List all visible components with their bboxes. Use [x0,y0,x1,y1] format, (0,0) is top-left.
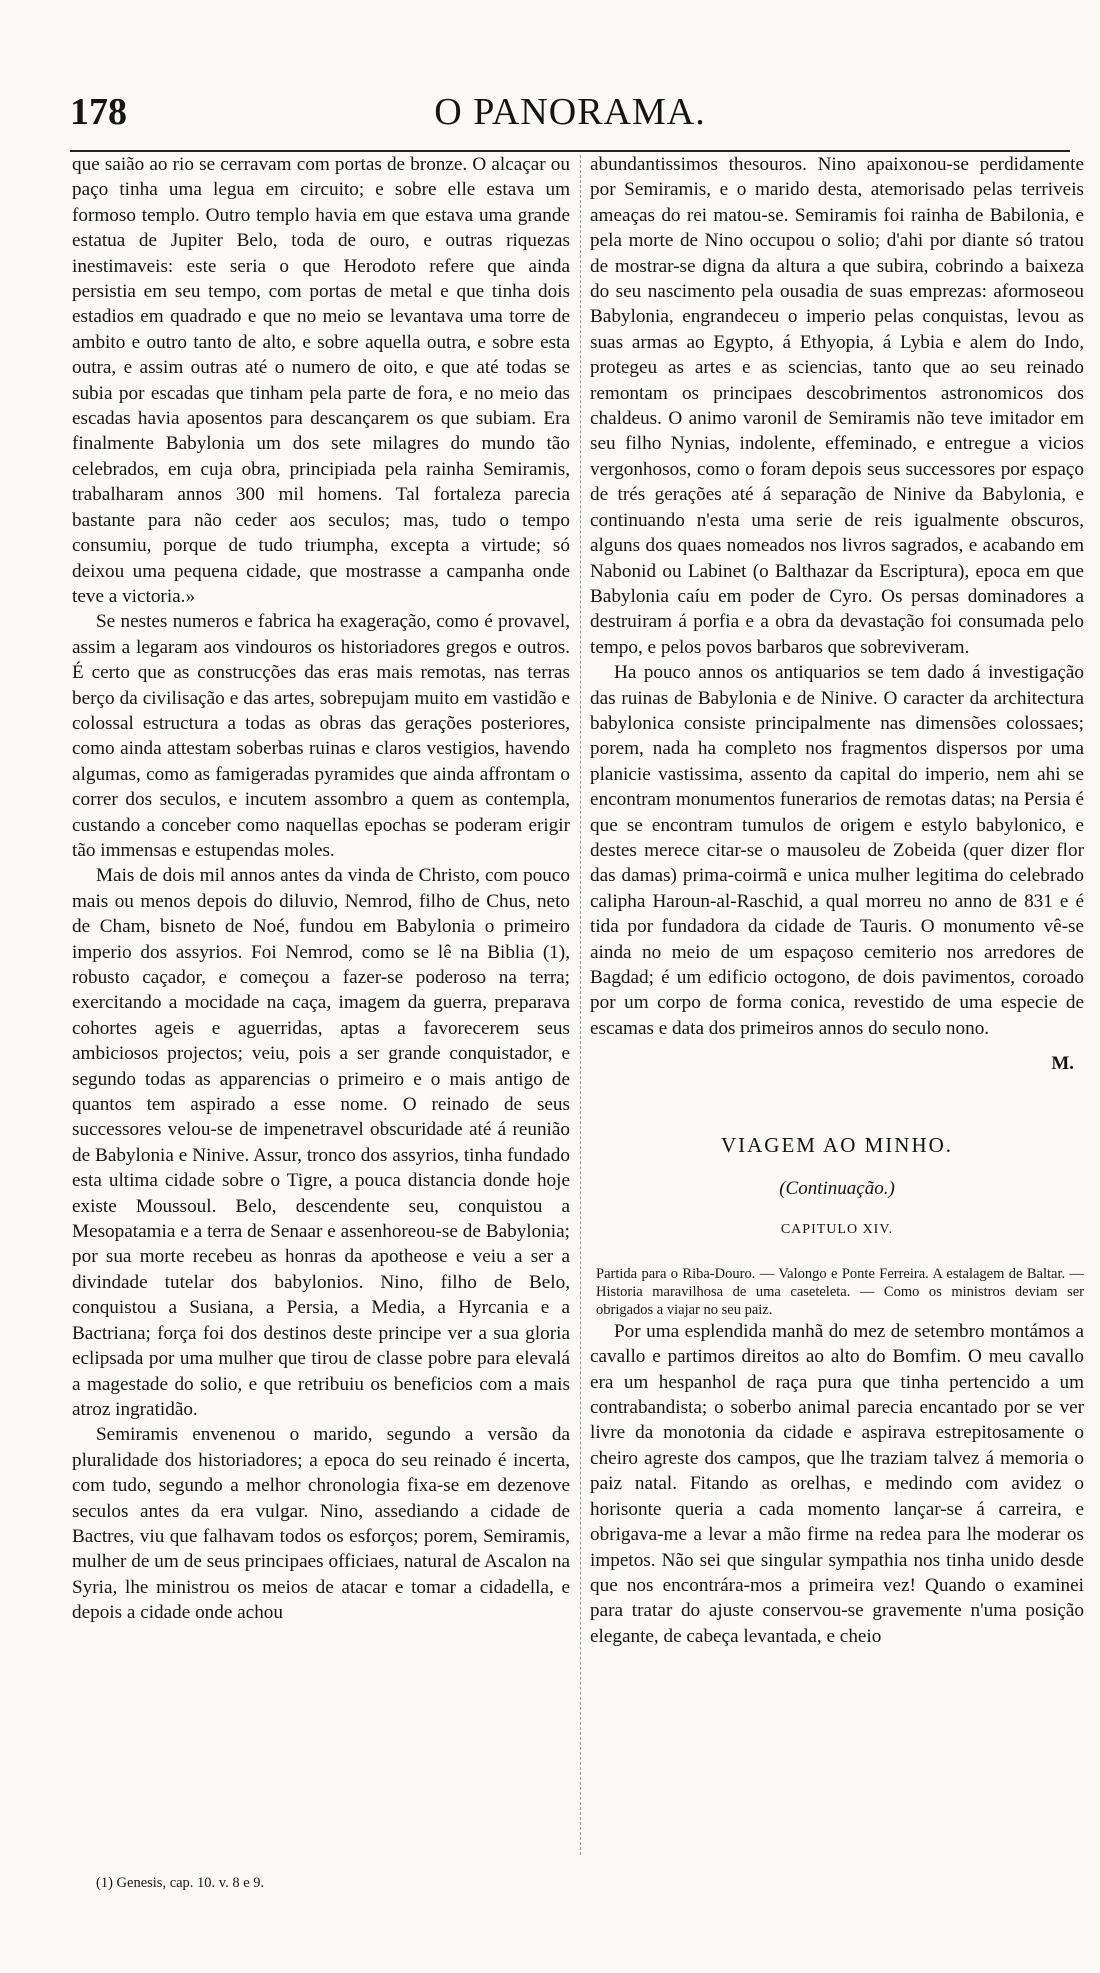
left-column [72,152,570,1626]
page-number: 178 [70,91,127,133]
paragraph: abundantissimos thesouros. Nino apaixonou-se perdidamente por Semiramis, e o marido desta, atemorisado pelas terriveis ameaças do rei matou-se. Semiramis foi rainha de Babilonia, e pela morte de Nino occupou o solio; d'ahi por diante só tratou de mostrar-se digna da altura a que subira, cobrindo a baixeza do seu nascimento pela ousadia de suas emprezas: aformoseou Babylonia, engrandeceu o imperio pelas conquistas, levou as suas armas ao Egypto, á Ethyopia, á Lybia e alem do Indo, protegeu as artes e as sciencias, tanto que ao seu reinado remontam os principaes descobrimentos astronomicos dos chaldeus. O animo varonil de Semiramis não teve imitador em seu filho Nynias, indolente, effeminado, e entregue a vicios vergonhosos, como o foram depois seus successores por espaço de trés gerações até á separação de Ninive da Babylonia, e continuando n'esta uma serie de reis igualmente obscuros, alguns dos quaes nomeados nos livros sagrados, e acabando em Nabonid ou Labinet (o Balthazar da Escriptura), epoca em que Babylonia caíu em poder de Cyro. Os persas dominadores a destruiram á porfia e a obra da devastação foi consumada pelo tempo, e pelos povos barbaros que sobreviveram. [590,154,1084,658]
paragraph: que saião ao rio se cerravam com portas de bronze. O alcaçar ou paço tinha uma legua em circuito; e sobre elle estava um formoso templo. Outro templo havia em que estava uma grande estatua de Jupiter Belo, toda de ouro, e outras riquezas inestimaveis: este seria o que Herodoto refere que ainda persistia em seu tempo, com portas de metal e que tinha dois estadios em quadrado e que no meio se levantava uma torre de ambito e outro tanto de alto, e sobre aquella outra, e sobre esta outra, e assim outras até o numero de oito, e que até todas se subia por escadas que tinham pela parte de fora, e no meio das escadas havia aposentos para descançarem os que subiam. Era finalmente Babylonia um dos sete milagres do mundo tão celebrados, em cuja obra, principiada pela rainha Semiramis, trabalharam annos 300 mil homens. Tal fortaleza parecia bastante para não ceder aos seculos; mas, tudo o tempo consumiu, porque de tudo triumpha, excepta a virtude; só deixou uma pequena cidade, que mostrasse a campanha onde teve a victoria.» [72,154,570,607]
paragraph: Ha pouco annos os antiquarios se tem dado á investigação das ruinas de Babylonia e de Ninive. O caracter da architectura babylonica consiste principalmente nas dimensões colossaes; porem, nada ha completo nos fragmentos dispersos por uma planicie vastissima, assento da capital do imperio, nem ahi se encontram monumentos funerarios de remotas datas; na Persia é que se encontram tumulos de origem e estylo babylonico, e destes merece citar-se o mausoleu de Zobeida (quer dizer flor das damas) prima-coirmã e unica mulher legitima do celebrado calipha Haroun-al-Raschid, a qual morreu no anno de 831 e é tida por fundadora da cidade de Tauris. O monumento vê-se ainda no meio de um espaçoso cemiterio nos arredores de Bagdad; é um edificio octogono, de dois pavimentos, coroado por um corpo de forma conica, revestido de uma especie de escamas e data dos primeiros annos do seculo nono. [590,662,1084,1039]
author-signature: M. [1051,1053,1074,1075]
footnote: (1) Genesis, cap. 10. v. 8 e 9. [96,1875,265,1891]
paragraph: Se nestes numeros e fabrica ha exageração, como é provavel, assim a legaram aos vindouros os historiadores gregos e outros. É certo que as construcções das eras mais remotas, nas terras berço da civilisação e das artes, sobrepujam muito em vastidão e colossal estructura a todas as obras das gerações posteriores, como ainda attestam soberbas ruinas e claros vestigios, havendo algumas, como as famigeradas pyramides que ainda affrontam o correr dos seculos, e incutem assombro a quem as contempla, custando a conceber como naquellas epochas se poderam erigir tão immensas e estupendas moles. [72,611,570,861]
paragraph: Mais de dois mil annos antes da vinda de Christo, com pouco mais ou menos depois do diluvio, Nemrod, filho de Chus, neto de Cham, bisneto de Noé, fundou em Babylonia o primeiro imperio dos assyrios. Foi Nemrod, como se lê na Biblia (1), robusto caçador, e começou a fazer-se poderoso na terra; exercitando a mocidade na caça, imagem da guerra, preparava cohortes ageis e aguerridas, aptas a favorecerem seus ambiciosos projectos; veiu, pois a ser grande conquistador, e segundo todas as apparencias o primeiro e o mais antigo de quantos tem aspirado a esse nome. O reinado de seus successores velou-se de impenetravel obscuridade até á reunião de Babylonia e Ninive. Assur, tronco dos assyrios, tinha fundado esta ultima cidade sobre o Tigre, a pouca distancia donde hoje existe Moussoul. Belo, descendente seu, conquistou a Mesopatamia e a terra de Senaar e assenhoreou-se de Babylonia; por sua morte recebeu as honras da apotheose e veiu a ser a divindade tutelar dos babylonios. Nino, filho de Belo, conquistou a Susiana, a Persia, a Media, a Hyrcania e a Bactriana; força foi dos destinos deste principe ver a sua gloria eclipsada por uma mulher que tirou de classe pobre para elevalá a magestade do solio, e que retribuiu os beneficios com a mais atroz ingratidão. [72,865,570,1420]
page-header [70,90,1070,150]
running-title: O PANORAMA. [434,91,706,133]
paragraph: Por uma esplendida manhã do mez de setembro montámos a cavallo e partimos direitos ao alto do Bomfim. O meu cavallo era um hespanhol de raça pura que tinha pertencido a um contrabandista; o soberbo animal parecia encantado por se ver livre da monotonia da cidade e aspirava estrepitosamente o cheiro agreste dos campos, que lhe traziam talvez á memoria o paiz natal. Fitando as orelhas, e medindo com avidez o horisonte queria a cada momento lançar-se á carreira, e obrigava-me a levar a mão firme na redea para lhe moderar os impetos. Não sei que singular sympathia nos tinha unido desde que nos encontrára-mos a primeira vez! Quando o examinei para tratar do ajuste conservou-se gravemente n'uma posição elegante, de cabeça levantada, e cheio [590,1320,1084,1647]
column-divider [580,155,581,1855]
article-subtitle: (Continuação.) [779,1178,895,1200]
chapter-heading: CAPITULO XIV. [780,1222,894,1238]
article-title: VIAGEM AO MINHO. [720,1132,954,1157]
paragraph: Semiramis envenenou o marido, segundo a versão da pluralidade dos historiadores; a epoca do seu reinado é incerta, com tudo, segundo a melhor chronologia fixa-se em dezenove seculos antes da era vulgar. Nino, assediando a cidade de Bactres, viu que falhavam todos os esforços; porem, Semiramis, mulher de um de seus principaes officiaes, natural de Ascalon na Syria, lhe ministrou os meios de atacar e tomar a cidadella, e depois a cidade onde achou [72,1424,570,1624]
chapter-summary: Partida para o Riba-Douro. — Valongo e Ponte Ferreira. A estalagem de Baltar. — Historia maravilhosa de uma caseteleta. — Como os ministros deviam ser obrigados a viajar no seu paiz. [596,1265,1084,1318]
right-column [590,152,1084,1649]
